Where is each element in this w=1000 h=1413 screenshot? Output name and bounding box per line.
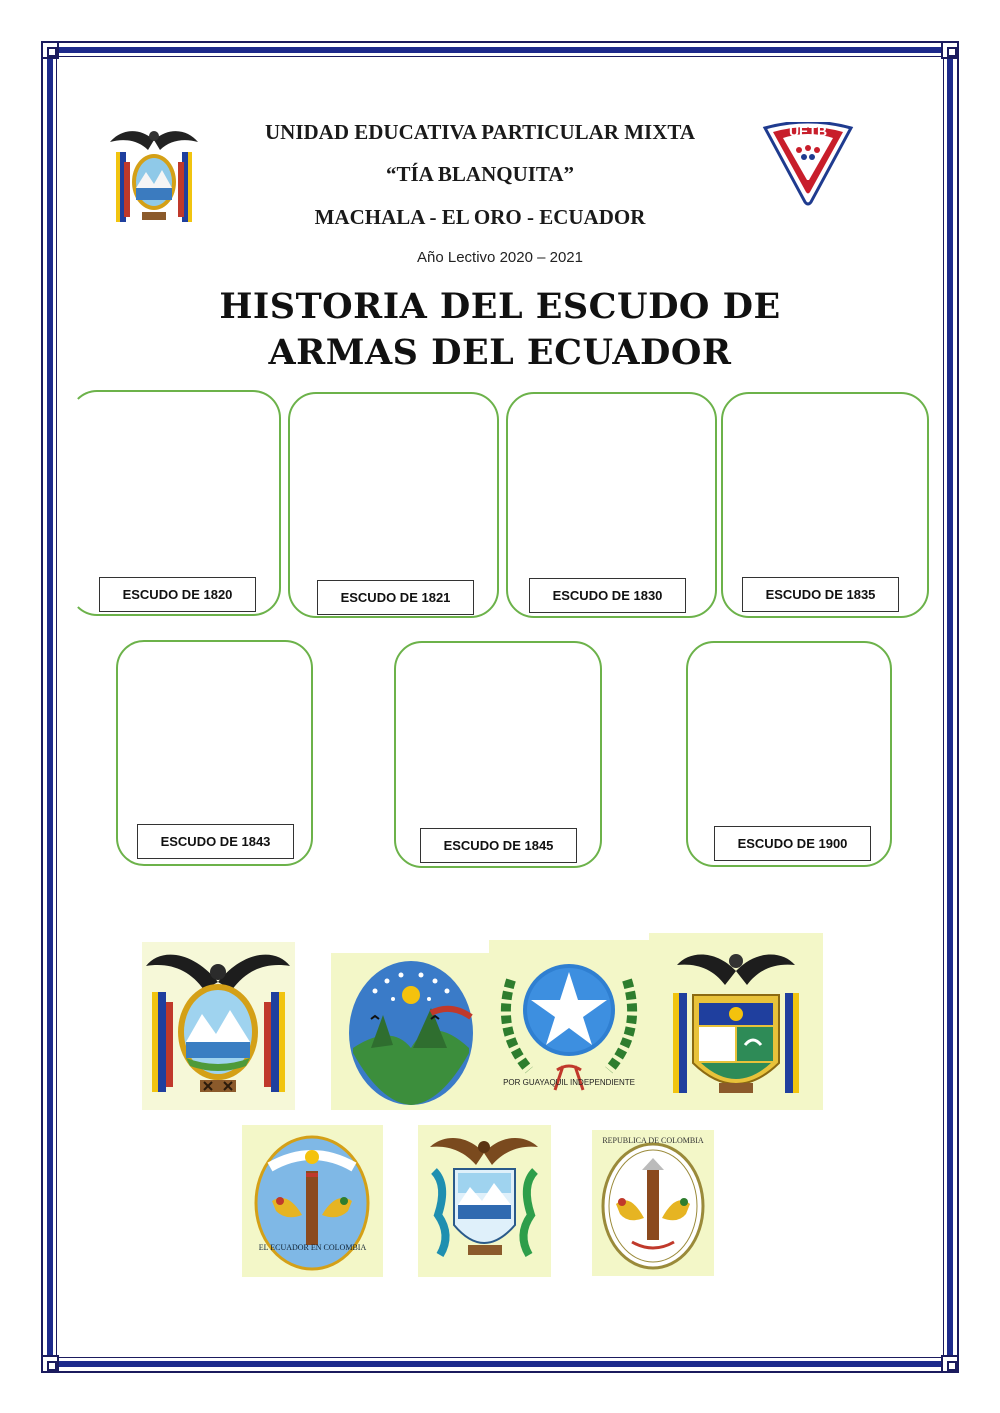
coat-image-condor[interactable] — [142, 942, 295, 1110]
school-location: MACHALA - EL ORO - ECUADOR — [314, 205, 646, 229]
box-label-1830: ESCUDO DE 1830 — [529, 578, 686, 613]
fasces-cornucopia-oval-icon — [242, 1125, 383, 1277]
page-title-line1: HISTORIA DEL ESCUDO DE — [219, 286, 781, 327]
box-label-1845: ESCUDO DE 1845 — [420, 828, 577, 863]
coat-image-eagle-shield[interactable] — [418, 1125, 551, 1277]
star-motto: POR GUAYAQUIL INDEPENDIENTE — [503, 1078, 635, 1087]
frame-corner-ornament — [941, 41, 959, 59]
box-label-1820: ESCUDO DE 1820 — [99, 577, 256, 612]
box-label-1843: ESCUDO DE 1843 — [137, 824, 294, 859]
school-name: UNIDAD EDUCATIVA PARTICULAR MIXTA — [265, 120, 695, 144]
box-label-1835: ESCUDO DE 1835 — [742, 577, 899, 612]
school-year: Año Lectivo 2020 – 2021 — [417, 249, 583, 266]
coat-image-ecuador-colombia[interactable] — [242, 1125, 383, 1277]
logo-text: UETB — [788, 123, 828, 139]
fasces-oval-icon — [592, 1130, 714, 1276]
coat-image-condor-shield[interactable] — [649, 933, 823, 1110]
colombia-motto: REPUBLICA DE COLOMBIA — [602, 1136, 704, 1145]
coat-image-white-star[interactable] — [489, 940, 649, 1110]
frame-corner-ornament — [41, 1355, 59, 1373]
school-nickname: “TÍA BLANQUITA” — [385, 162, 575, 186]
condor-shield-flags-icon — [649, 933, 823, 1110]
box-label-1900: ESCUDO DE 1900 — [714, 826, 871, 861]
frame-corner-ornament — [941, 1355, 959, 1373]
coat-image-stars-volcanoes[interactable] — [331, 953, 490, 1110]
page-title-line2: ARMAS DEL ECUADOR — [268, 332, 732, 373]
ecuador-colombia-motto: EL ECUADOR EN COLOMBIA — [258, 1243, 367, 1252]
stars-sun-volcanoes-oval-icon — [331, 953, 490, 1110]
ecuador-coat-of-arms-condor-icon — [142, 942, 295, 1110]
coat-image-republica-colombia[interactable] — [592, 1130, 714, 1276]
box-label-1821: ESCUDO DE 1821 — [317, 580, 474, 615]
frame-corner-ornament — [41, 41, 59, 59]
eagle-shield-flags-icon — [418, 1125, 551, 1277]
